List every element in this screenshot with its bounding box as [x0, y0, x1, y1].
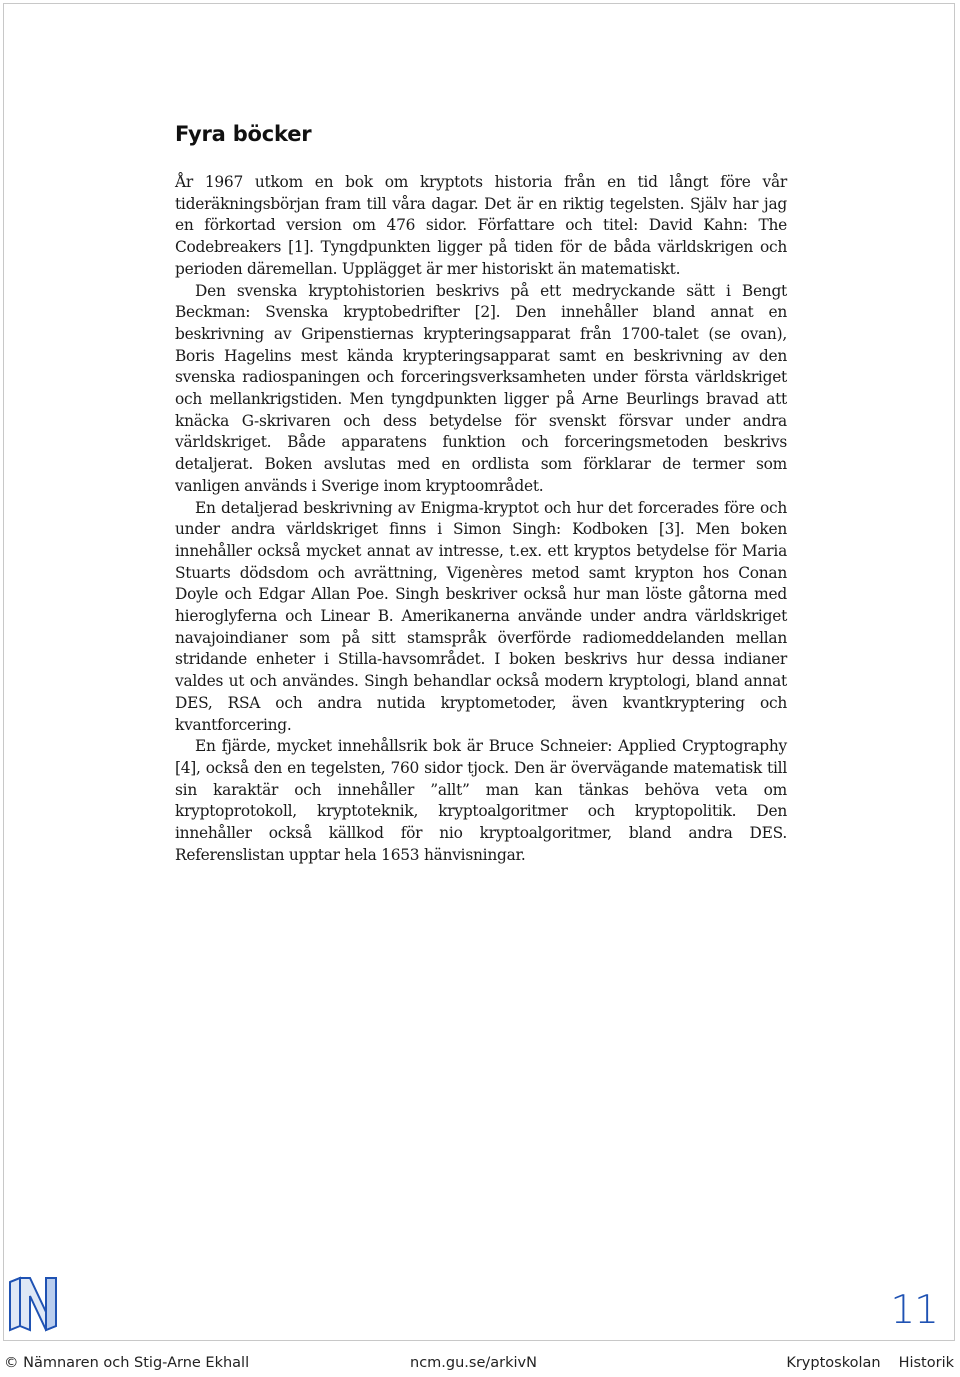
article-body: [175, 172, 787, 867]
footer-section: [786, 1355, 954, 1371]
footer-section-name: Kryptoskolan: [786, 1355, 881, 1371]
footer-copyright: © Nämnaren och Stig-Arne Ekhall: [4, 1355, 250, 1371]
footer-chapter-name: Historik: [898, 1355, 954, 1371]
paragraph-1: År 1967 utkom en bok om kryptots historia från en tid långt före vår tideräkningsbörjan fram till våra dagar. Det är en riktig tegelsten. Själv har jag en förkortad version om 476 sidor. Författare och titel: David Kahn: The Codebreakers [1]. Tyngdpunkten ligger på tiden för de båda världskrigen och perioden däremellan. Upplägget är mer historiskt än matematiskt.: [175, 173, 787, 278]
page-number: 11: [890, 1288, 938, 1333]
paragraph-4: En fjärde, mycket innehållsrik bok är Bruce Schneier: Applied Cryptography [4], också den en tegelsten, 760 sidor tjock. Den är övervägande matematisk till sin karaktär och innehåller ”allt” man kan tänkas behöva veta om kryptoprotokoll, kryptoteknik, kryptoalgoritmer och kryptopolitik. Den innehåller också källkod för nio kryptoalgoritmer, bland andra DES. Referenslistan upptar hela 1653 hänvisningar.: [175, 737, 787, 864]
paragraph-3: En detaljerad beskrivning av Enigma-kryptot och hur det forcerades före och under andra världskriget finns i Simon Singh: Kodboken [3]. Men boken innehåller också mycket annat av intresse, t.ex. ett kryptos betydelse för Maria Stuarts dödsdom och avrättning, Vigenères metod samt krypton hos Conan Doyle och Edgar Allan Poe. Singh beskriver också hur man löste gåtorna med hieroglyferna och Linear B. Amerikanerna använde under andra världskriget navajoindianer som på sitt stamspråk överförde radiomeddelanden mellan stridande enheter i Stilla-havsområdet. I boken beskrivs hur dessa indianer valdes ut och användes. Singh behandlar också modern kryptologi, bland annat DES, RSA och andra nutida kryptometoder, även kvantkryptering och kvantforcering.: [175, 498, 787, 734]
namnaren-n-logo-icon: [6, 1274, 62, 1334]
page-title: Fyra böcker: [175, 122, 312, 146]
paragraph-2: Den svenska kryptohistorien beskrivs på ett medryckande sätt i Bengt Beckman: Svenska kryptobedrifter [2]. Den innehåller bland annat en beskrivning av Gripenstiernas krypteringsapparat från 1700-talet (se ovan), Boris Hagelins mest kända krypteringsapparat samt en beskrivning av den svenska radiospaningen och forceringsverksamheten under första världskriget och mellankrigstiden. Men tyngdpunkten ligger på Arne Beurlings bravad att knäcka G-skrivaren och dess betydelse för svenskt försvar under andra världskriget. Både apparatens funktion och forceringsmetoden beskrivs detaljerat. Boken avslutas med en ordlista som förklarar de termer som vanligen används i Sverige inom kryptoområdet.: [175, 281, 787, 495]
footer-url: ncm.gu.se/arkivN: [410, 1355, 537, 1371]
